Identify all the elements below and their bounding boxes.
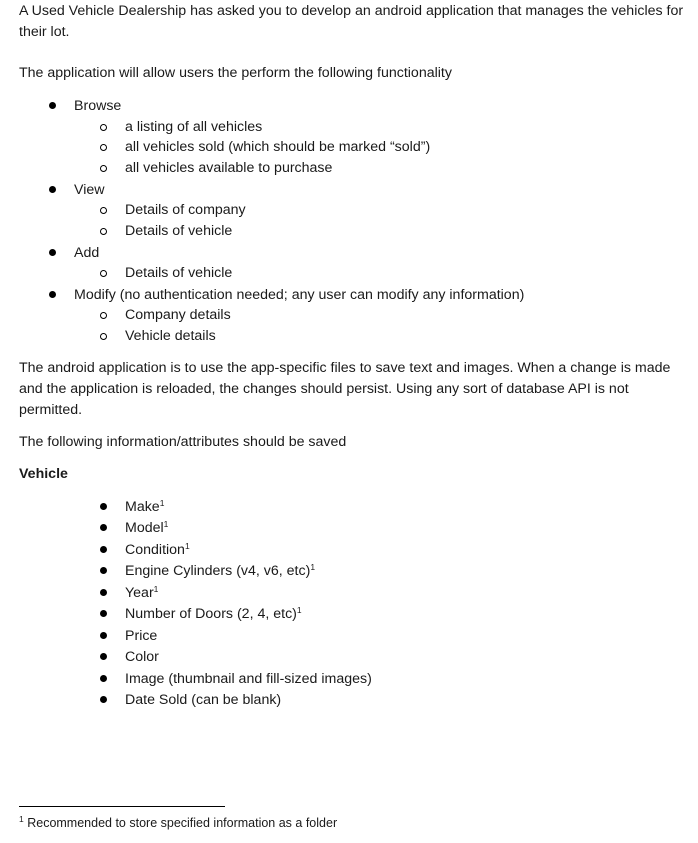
vehicle-attribute: Make$^1$ bbox=[125, 498, 165, 515]
bullet-icon bbox=[49, 249, 56, 256]
hollow-bullet-icon bbox=[100, 207, 107, 214]
modify-subitem: Company details bbox=[125, 307, 231, 323]
browse-subitem: a listing of all vehicles bbox=[125, 119, 263, 135]
footnote-marker: 1 bbox=[310, 562, 316, 572]
bullet-icon bbox=[100, 610, 107, 617]
bullet-icon bbox=[100, 675, 107, 682]
vehicle-attribute: Year$^1$ bbox=[125, 584, 159, 601]
vehicle-attribute: Date Sold (can be blank) bbox=[125, 692, 282, 708]
vehicle-attribute: Price bbox=[125, 628, 158, 644]
add-subitem: Details of vehicle bbox=[125, 265, 233, 281]
footnote-marker: 1 bbox=[163, 519, 169, 529]
attributes-intro: The following information/attributes should be saved bbox=[19, 434, 347, 450]
hollow-bullet-icon bbox=[100, 144, 107, 151]
vehicle-attribute: Color bbox=[125, 649, 159, 665]
bullet-icon bbox=[100, 589, 107, 596]
vehicle-attribute: Engine Cylinders (v4, v6, etc)$^1$ bbox=[125, 562, 316, 579]
modify-subitem: Vehicle details bbox=[125, 328, 216, 344]
bullet-icon bbox=[100, 696, 107, 703]
bullet-icon bbox=[100, 503, 107, 510]
hollow-bullet-icon bbox=[100, 312, 107, 319]
bullet-icon bbox=[100, 546, 107, 553]
bullet-icon bbox=[100, 524, 107, 531]
footnote-separator bbox=[19, 806, 225, 807]
bullet-icon bbox=[100, 653, 107, 660]
view-subitem: Details of company bbox=[125, 202, 246, 218]
hollow-bullet-icon bbox=[100, 124, 107, 131]
vehicle-attribute: Image (thumbnail and fill-sized images) bbox=[125, 671, 372, 687]
bullet-icon bbox=[49, 291, 56, 298]
vehicle-attribute: Model$^1$ bbox=[125, 519, 169, 536]
hollow-bullet-icon bbox=[100, 270, 107, 277]
functionality-intro: The application will allow users the perform the following functionality bbox=[19, 65, 452, 81]
footnote-marker: 1 bbox=[159, 498, 165, 508]
hollow-bullet-icon bbox=[100, 333, 107, 340]
footnote-marker: 1 bbox=[296, 605, 302, 615]
vehicle-heading: Vehicle bbox=[19, 466, 68, 482]
bullet-icon bbox=[100, 632, 107, 639]
browse-subitem: all vehicles sold (which should be marked “sold”) bbox=[125, 139, 431, 155]
intro-paragraph: A Used Vehicle Dealership has asked you to develop an android application that manages the vehicles for their lot. bbox=[19, 3, 684, 40]
bullet-icon bbox=[49, 186, 56, 193]
bullet-icon bbox=[49, 102, 56, 109]
storage-paragraph: The android application is to use the app-specific files to save text and images. When a change is made and the application is reloaded, the changes should persist. Using any sort of database API is not permitted. bbox=[19, 360, 671, 418]
footnote-marker: 1 bbox=[19, 814, 24, 824]
footnote-marker: 1 bbox=[184, 541, 190, 551]
bullet-icon bbox=[100, 567, 107, 574]
function-add: Add bbox=[74, 245, 100, 261]
browse-subitem: all vehicles available to purchase bbox=[125, 160, 333, 176]
vehicle-attribute: Number of Doors (2, 4, etc)$^1$ bbox=[125, 605, 302, 622]
view-subitem: Details of vehicle bbox=[125, 223, 233, 239]
function-browse: Browse bbox=[74, 98, 122, 114]
footnote-marker: 1 bbox=[153, 584, 159, 594]
footnote bbox=[19, 814, 337, 832]
hollow-bullet-icon bbox=[100, 165, 107, 172]
footnote-text: Recommended to store specified information as a folder bbox=[27, 816, 338, 830]
vehicle-attribute: Condition$^1$ bbox=[125, 541, 190, 558]
function-view: View bbox=[74, 182, 105, 198]
hollow-bullet-icon bbox=[100, 228, 107, 235]
function-modify: Modify (no authentication needed; any user can modify any information) bbox=[74, 287, 525, 303]
